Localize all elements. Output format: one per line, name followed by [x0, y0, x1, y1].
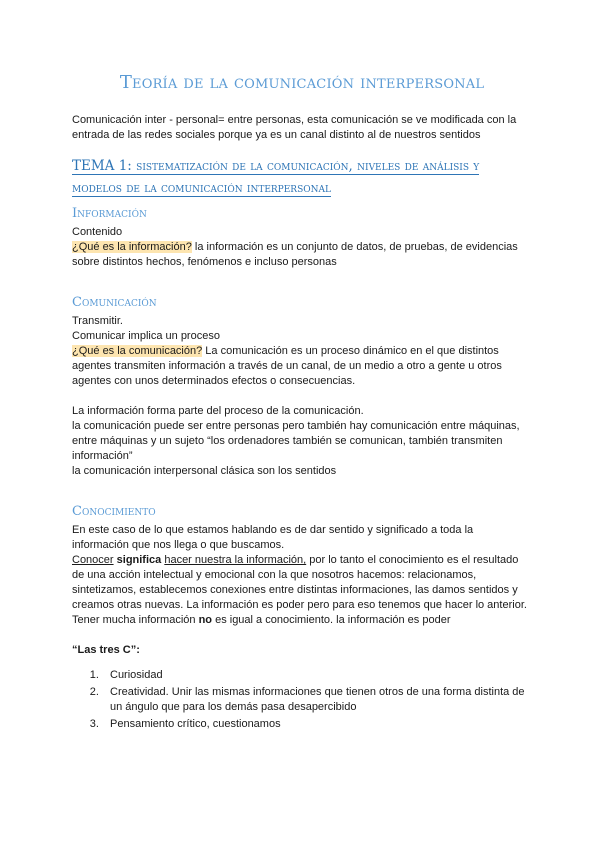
informacion-line1: Contenido	[72, 226, 123, 238]
conocer-text: Conocer	[72, 554, 114, 566]
comunicacion-p2: la comunicación puede ser entre personas pero también hay comunicación entre máquinas, entre máquinas y un sujeto “los ordenadores también se comunican, también transmiten información”	[72, 420, 520, 462]
comunicacion-line2: Comunicar implica un proceso	[72, 330, 220, 342]
conocimiento-p2-rest: por lo tanto el conocimiento es el resultado de una acción intelectual y emocional con la que nosotros hacemos: relacionamos, sintetizamos, establecemos conexiones entre distintas informaciones, las damos sentidos y creamos otras nuevas. La información es poder pero para eso tenemos que hacer lo anterior.	[72, 554, 527, 611]
list-item: 1. Curiosidad	[102, 668, 532, 683]
informacion-definition	[72, 240, 532, 270]
p3-no: no	[198, 614, 213, 626]
p3-part-b: es igual a conocimiento. la información es poder	[212, 614, 451, 626]
comunicacion-definition	[72, 344, 532, 389]
tema1-heading-text: TEMA 1: sistematización de la comunicación, niveles de análisis y modelos de la comunicación interpersonal	[72, 158, 480, 196]
intro-paragraph: Comunicación inter - personal= entre personas, esta comunicación se ve modificada con la entrada de las redes sociales porque ya es un canal distinto al de nuestros sentidos	[72, 114, 517, 141]
tres-c-list	[72, 668, 532, 732]
conocimiento-heading: Conocimiento	[72, 504, 156, 519]
significa-text: significa	[116, 554, 162, 566]
comunicacion-heading: Comunicación	[72, 295, 157, 310]
tres-c-heading	[72, 643, 532, 658]
comunicacion-answer: La comunicación es un proceso dinámico en el que distintos agentes transmiten información a través de un canal, de un medio a otro a gente u otros agentes con unos determinados efectos o consecuencias.	[72, 345, 502, 387]
document-title: Teoría de la comunicación interpersonal	[119, 72, 485, 93]
conocimiento-p1: En este caso de lo que estamos hablando es de dar sentido y significado a toda la información que nos llega o que buscamos.	[72, 524, 474, 551]
comunicacion-p3: la comunicación interpersonal clásica son los sentidos	[72, 465, 337, 477]
conocimiento-p2	[72, 553, 532, 613]
comunicacion-question: ¿Qué es la comunicación?	[72, 345, 203, 357]
comunicacion-line1: Transmitir.	[72, 315, 123, 327]
conocimiento-p3	[72, 613, 532, 628]
list-item: 2. Creatividad. Unir las mismas informaciones que tienen otros de una forma distinta de un ángulo que para los demás pasa desapercibido	[102, 685, 532, 715]
list-item: 3. Pensamiento crítico, cuestionamos	[102, 717, 532, 732]
informacion-answer: la información es un conjunto de datos, de pruebas, de evidencias sobre distintos hechos, fenómenos e incluso personas	[72, 241, 518, 268]
comunicacion-p1: La información forma parte del proceso de la comunicación.	[72, 405, 364, 417]
informacion-heading: Información	[72, 206, 147, 221]
p3-part-a: Tener mucha información	[72, 614, 199, 626]
tres-c-text: “Las tres C”:	[72, 644, 140, 656]
document-page	[72, 72, 532, 732]
informacion-question: ¿Qué es la información?	[72, 241, 192, 253]
hacer-text: hacer nuestra la información,	[164, 554, 307, 566]
tema1-heading	[72, 155, 532, 199]
